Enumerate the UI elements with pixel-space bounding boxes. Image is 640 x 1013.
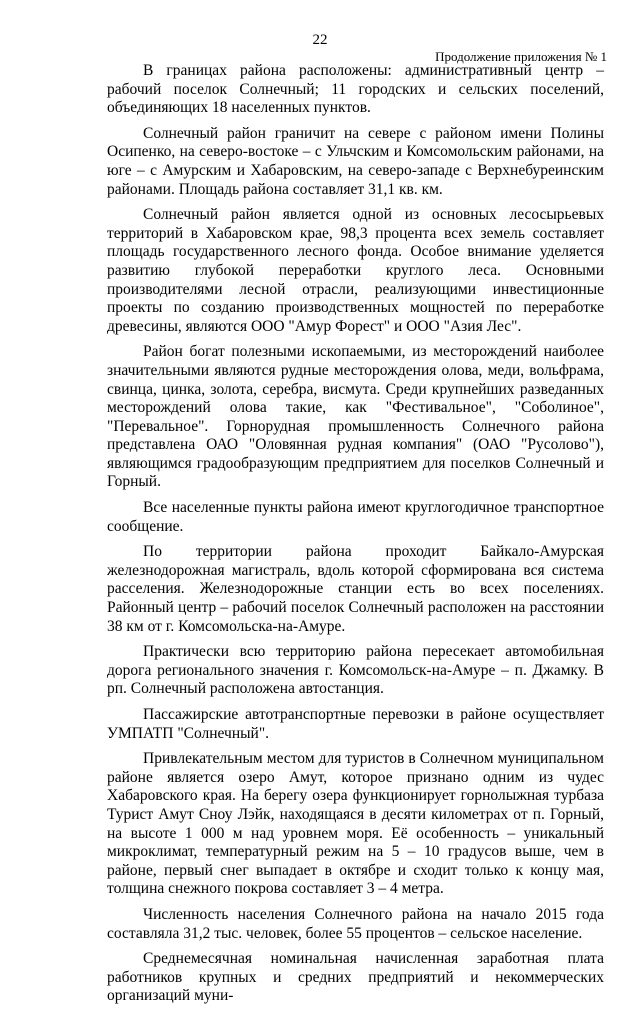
paragraph-tourism: Привлекательным местом для туристов в Солнечном муниципальном районе является озеро Амут, которое признано одним из чудес Хабаровского края. На берегу озера функционирует горнолыжная турбаза Турист Амут Сноу Лэйк, находящаяся в десяти километрах от п. Горный, на высоте 1 000 м над уровнем моря. Её особенность – уникальный микроклимат, температурный режим на 5 – 10 градусов выше, чем в районе, первый снег выпадает в октябре и сходит только к концу мая, толщина снежного покрова составляет 3 – 4 метра. <box>107 750 604 898</box>
paragraph-railway: По территории района проходит Байкало-Амурская железнодорожная магистраль, вдоль которой сформирована вся система расселения. Железнодорожные станции есть во всех поселениях. Районный центр – рабочий поселок Солнечный расположен на расстоянии 38 км от г. Комсомольска-на-Амуре. <box>107 543 604 635</box>
paragraph-forestry: Солнечный район является одной из основных лесосырьевых территорий в Хабаровском крае, 98,3 процента всех земель составляет площадь государственного лесного фонда. Особое внимание уделяется развитию глубокой переработки круглого леса. Основными производителями лесной отрасли, реализующими инвестиционные проекты по созданию производственных мощностей по переработке древесины, являются ООО "Амур Форест" и ООО "Азия Лес". <box>107 206 604 335</box>
page-number: 22 <box>312 32 328 48</box>
paragraph-district-borders: Солнечный район граничит на севере с районом имени Полины Осипенко, на северо-востоке – с Ульчским и Комсомольским районами, на юге – с Амурским и Хабаровским, на северо-западе с Верхнебуреинским районами. Площадь района составляет 31,1 кв. км. <box>107 124 604 198</box>
paragraph-population: Численность населения Солнечного района на начало 2015 года составляла 31,2 тыс. человек, более 55 процентов – сельское население. <box>107 905 604 942</box>
body-text <box>107 62 604 1013</box>
appendix-note: Продолжение приложения № 1 <box>435 49 607 64</box>
paragraph-bus-service: Пассажирские автотранспортные перевозки в районе осуществляет УМПАТП "Солнечный". <box>107 706 604 742</box>
paragraph-minerals: Район богат полезными ископаемыми, из месторождений наиболее значительными являются рудные месторождения олова, меди, вольфрама, свинца, цинка, золота, серебра, висмута. Среди крупнейших разведанных месторождений олова такие, как "Фестивальное", "Соболиное", "Перевальное". Горнорудная промышленность Солнечного района представлена ОАО "Оловянная рудная компания" (ОАО "Русолово"), являющимся градообразующим предприятием для поселков Солнечный и Горный. <box>107 343 604 491</box>
paragraph-wages: Среднемесячная номинальная начисленная заработная плата работников крупных и средних предприятий и некоммерческих организаций муни- <box>107 950 604 1005</box>
paragraph-transport-access: Все населенные пункты района имеют круглогодичное транспортное сообщение. <box>107 499 604 535</box>
paragraph-district-composition: В границах района расположены: административный центр – рабочий поселок Солнечный; 11 городских и сельских поселений, объединяющих 18 населенных пунктов. <box>107 62 604 117</box>
paragraph-road: Практически всю территорию района пересекает автомобильная дорога регионального значения г. Комсомольск-на-Амуре – п. Джамку. В рп. Солнечный расположена автостанция. <box>107 643 604 698</box>
